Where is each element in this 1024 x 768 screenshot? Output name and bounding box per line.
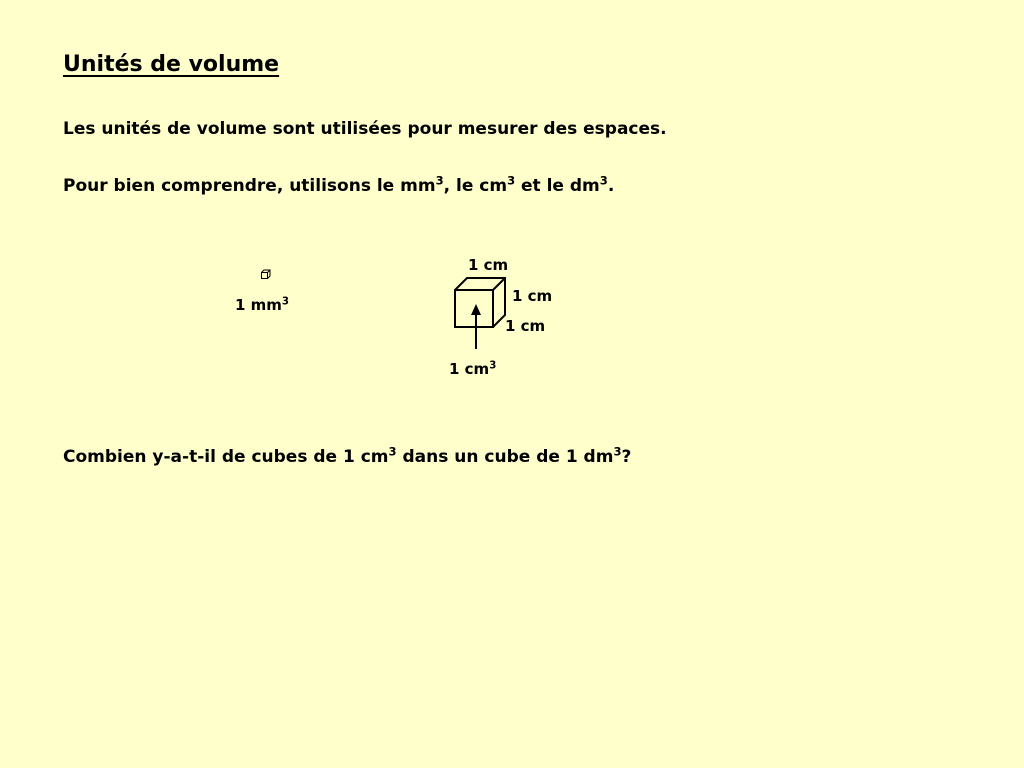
question-text-part: Combien y-a-t-il de cubes de 1 cm: [63, 447, 389, 467]
units-text-part: Pour bien comprendre, utilisons le mm: [63, 176, 436, 196]
small-cube-label-text: 1 mm: [235, 296, 282, 314]
cube-right-edge-label: 1 cm: [512, 287, 553, 305]
units-text-part: , le cm: [443, 176, 508, 196]
units-text-part: et le dm: [515, 176, 600, 196]
question-text-part: ?: [621, 447, 632, 467]
units-text-part: .: [607, 176, 615, 196]
large-cube-label-text: 1 cm: [449, 360, 490, 378]
exponent: 3: [599, 173, 608, 188]
units-text: [63, 173, 615, 196]
question-text-part: dans un cube de 1 dm: [396, 447, 614, 467]
cube-depth-edge-label: 1 cm: [505, 317, 546, 335]
cube-top-edge-label: 1 cm: [468, 256, 509, 274]
intro-text: Les unités de volume sont utilisées pour mesurer des espaces.: [63, 119, 667, 139]
exponent: 3: [489, 360, 497, 372]
small-cube-icon: [259, 268, 273, 282]
exponent: 3: [507, 173, 516, 188]
exponent: 3: [388, 444, 397, 459]
large-cube-label: [449, 360, 496, 378]
exponent: 3: [281, 296, 290, 308]
large-cube-icon: [448, 270, 518, 355]
exponent: 3: [435, 173, 444, 188]
exponent: 3: [613, 444, 622, 459]
question-text: [63, 444, 632, 467]
small-cube-label: [235, 296, 289, 314]
page-title: Unités de volume: [63, 52, 280, 77]
